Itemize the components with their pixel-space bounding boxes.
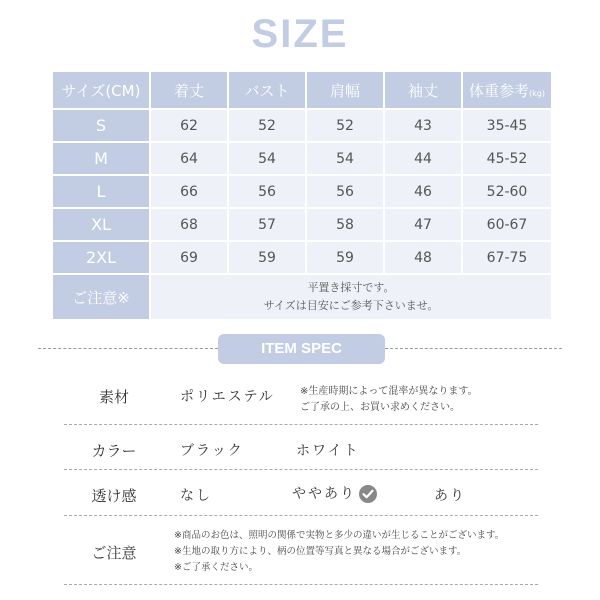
material-note-line: ご了承の上、お買い求めください。: [300, 402, 460, 413]
note-text: [150, 274, 552, 320]
color-option: ブラック: [180, 443, 244, 459]
value-cell: 64: [150, 142, 228, 175]
header-length: 着丈: [150, 71, 228, 109]
size-table: [51, 70, 553, 321]
spec-divider: [64, 584, 538, 585]
caution-label: ご注意: [91, 544, 137, 562]
sheer-option: なし: [180, 488, 212, 504]
caution-notes: [174, 528, 504, 576]
spec-divider: [64, 424, 538, 425]
header-weight: [462, 71, 552, 109]
value-cell: 35-45: [462, 109, 552, 142]
value-cell: 54: [228, 142, 306, 175]
value-cell: 68: [150, 208, 228, 241]
spec-divider: [64, 469, 538, 470]
header-size: サイズ(CM): [52, 71, 150, 109]
value-cell: 59: [306, 241, 384, 274]
spec-row-sheerness: [64, 482, 538, 508]
check-icon: [359, 485, 377, 503]
value-cell: 69: [150, 241, 228, 274]
table-note-row: [52, 274, 552, 320]
value-cell: 54: [306, 142, 384, 175]
note-line: 平置き採寸です。: [307, 281, 395, 294]
note-label: ご注意※: [52, 274, 150, 320]
header-bust: バスト: [228, 71, 306, 109]
section-divider-right: [385, 348, 562, 349]
header-weight-unit: (kg): [529, 88, 545, 98]
material-value: ポリエステル: [180, 389, 275, 405]
sheer-option: あり: [434, 488, 466, 504]
value-cell: 59: [228, 241, 306, 274]
size-cell: S: [52, 109, 150, 142]
table-row: [52, 241, 552, 274]
section-divider-left: [38, 348, 218, 349]
sheer-label: 透け感: [91, 487, 137, 505]
value-cell: 43: [384, 109, 462, 142]
value-cell: 60-67: [462, 208, 552, 241]
value-cell: 52: [306, 109, 384, 142]
header-weight-label: 体重参考: [469, 81, 530, 100]
header-shoulder: 肩幅: [306, 71, 384, 109]
value-cell: 45-52: [462, 142, 552, 175]
size-table-header-row: [52, 71, 552, 109]
table-row: [52, 175, 552, 208]
spec-row-color: [64, 438, 538, 464]
spec-row-caution: [64, 526, 538, 578]
value-cell: 56: [228, 175, 306, 208]
item-spec-badge: ITEM SPEC: [218, 334, 385, 364]
material-notes: [300, 384, 478, 416]
value-cell: 52-60: [462, 175, 552, 208]
size-cell: XL: [52, 208, 150, 241]
material-label: 素材: [98, 388, 129, 406]
value-cell: 62: [150, 109, 228, 142]
table-row: [52, 208, 552, 241]
size-cell: L: [52, 175, 150, 208]
sheer-option-selected: [292, 483, 377, 503]
value-cell: 44: [384, 142, 462, 175]
table-row: [52, 142, 552, 175]
caution-line: ※ご了承ください。: [174, 562, 258, 573]
caution-line: ※生地の取り方により、柄の位置等写真と異なる場合がございます。: [174, 546, 467, 557]
table-row: [52, 109, 552, 142]
header-sleeve: 袖丈: [384, 71, 462, 109]
value-cell: 58: [306, 208, 384, 241]
value-cell: 48: [384, 241, 462, 274]
value-cell: 56: [306, 175, 384, 208]
size-cell: 2XL: [52, 241, 150, 274]
value-cell: 46: [384, 175, 462, 208]
caution-line: ※商品のお色は、照明の関係で実物と多少の違いが生じることがございます。: [174, 530, 505, 541]
value-cell: 52: [228, 109, 306, 142]
material-note-line: ※生産時期によって混率が異なります。: [300, 386, 478, 397]
size-cell: M: [52, 142, 150, 175]
spec-divider: [64, 515, 538, 516]
spec-row-material: [64, 382, 538, 422]
color-option: ホワイト: [296, 443, 360, 459]
note-line: サイズは目安にご参考下さいませ。: [263, 299, 439, 312]
value-cell: 66: [150, 175, 228, 208]
value-cell: 57: [228, 208, 306, 241]
size-title: SIZE: [251, 12, 349, 56]
sheer-option-label: ややあり: [292, 486, 356, 502]
value-cell: 47: [384, 208, 462, 241]
color-label: カラー: [91, 442, 137, 460]
value-cell: 67-75: [462, 241, 552, 274]
